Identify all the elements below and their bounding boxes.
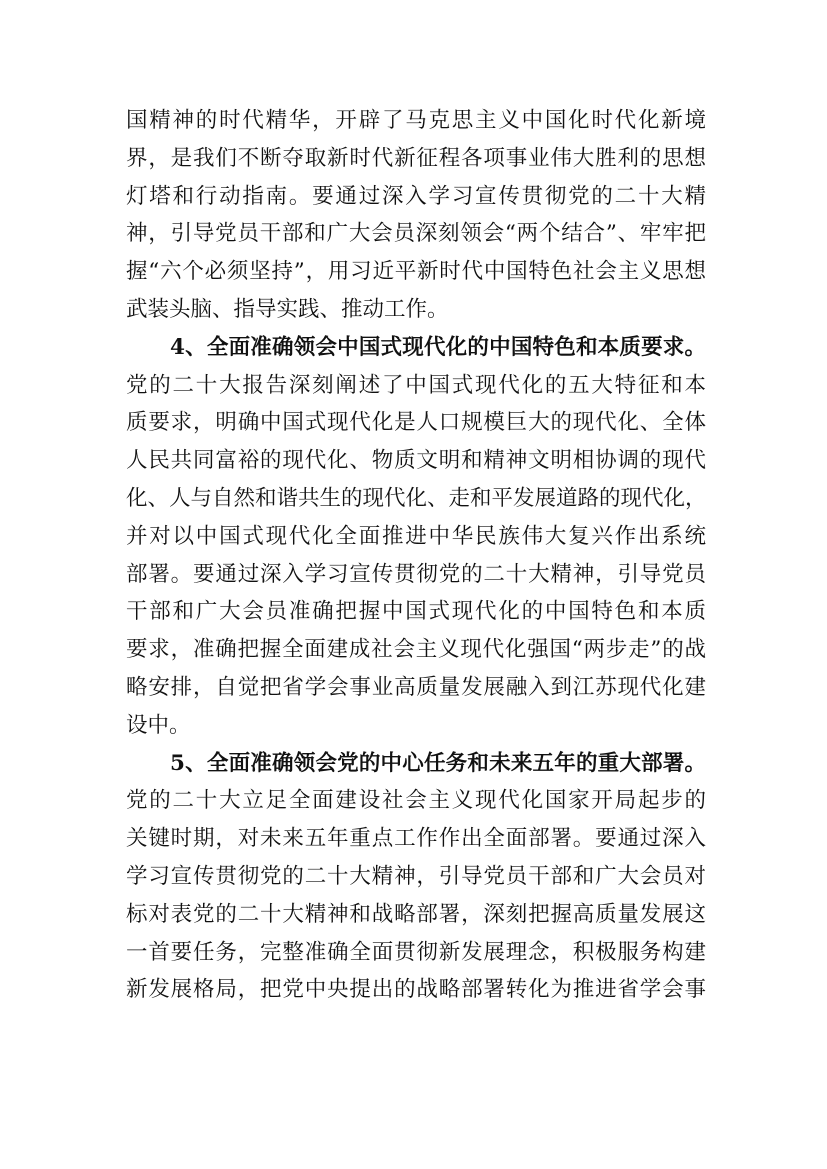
- paragraph-line: 并对以中国式现代化全面推进中华民族伟大复兴作出系统: [126, 523, 706, 549]
- paragraph-line: 标对表党的二十大精神和战略部署，深刻把握高质量发展这: [126, 901, 706, 927]
- paragraph-line: 党的二十大立足全面建设社会主义现代化国家开局起步的: [126, 788, 706, 814]
- paragraph-line: 要求，准确把握全面建成社会主义现代化强国“两步走”的战: [126, 637, 706, 663]
- paragraph-line: 略安排，自觉把省学会事业高质量发展融入到江苏现代化建: [126, 674, 706, 700]
- paragraph-line: 学习宣传贯彻党的二十大精神，引导党员干部和广大会员对: [126, 863, 706, 889]
- paragraph-line: 党的二十大报告深刻阐述了中国式现代化的五大特征和本: [126, 372, 706, 398]
- section-heading-4: 4、全面准确领会中国式现代化的中国特色和本质要求。: [170, 334, 706, 360]
- paragraph-line: 界，是我们不断夺取新时代新征程各项事业伟大胜利的思想: [126, 145, 706, 171]
- paragraph-line: 一首要任务，完整准确全面贯彻新发展理念，积极服务构建: [126, 939, 706, 965]
- paragraph-line: 设中。: [126, 712, 191, 738]
- paragraph-line: 人民共同富裕的现代化、物质文明和精神文明相协调的现代: [126, 448, 706, 474]
- paragraph-line: 灯塔和行动指南。要通过深入学习宣传贯彻党的二十大精: [126, 183, 706, 209]
- paragraph-line: 质要求，明确中国式现代化是人口规模巨大的现代化、全体: [126, 410, 706, 436]
- paragraph-line: 干部和广大会员准确把握中国式现代化的中国特色和本质: [126, 599, 706, 625]
- paragraph-line: 部署。要通过深入学习宣传贯彻党的二十大精神，引导党员: [126, 561, 706, 587]
- paragraph-line: 握“六个必须坚持”，用习近平新时代中国特色社会主义思想: [126, 259, 706, 285]
- paragraph-line: 新发展格局，把党中央提出的战略部署转化为推进省学会事: [126, 977, 706, 1003]
- paragraph-line: 国精神的时代精华，开辟了马克思主义中国化时代化新境: [126, 108, 706, 133]
- paragraph-line: 化、人与自然和谐共生的现代化、走和平发展道路的现代化，: [126, 485, 707, 511]
- paragraph-line: 武装头脑、指导实践、推动工作。: [126, 296, 449, 322]
- paragraph-line: 关键时期，对未来五年重点工作作出全面部署。要通过深入: [126, 826, 706, 852]
- section-heading-5: 5、全面准确领会党的中心任务和未来五年的重大部署。: [170, 750, 706, 776]
- document-page: [126, 102, 706, 1009]
- paragraph-line: 神，引导党员干部和广大会员深刻领会“两个结合”、牢牢把: [126, 221, 706, 247]
